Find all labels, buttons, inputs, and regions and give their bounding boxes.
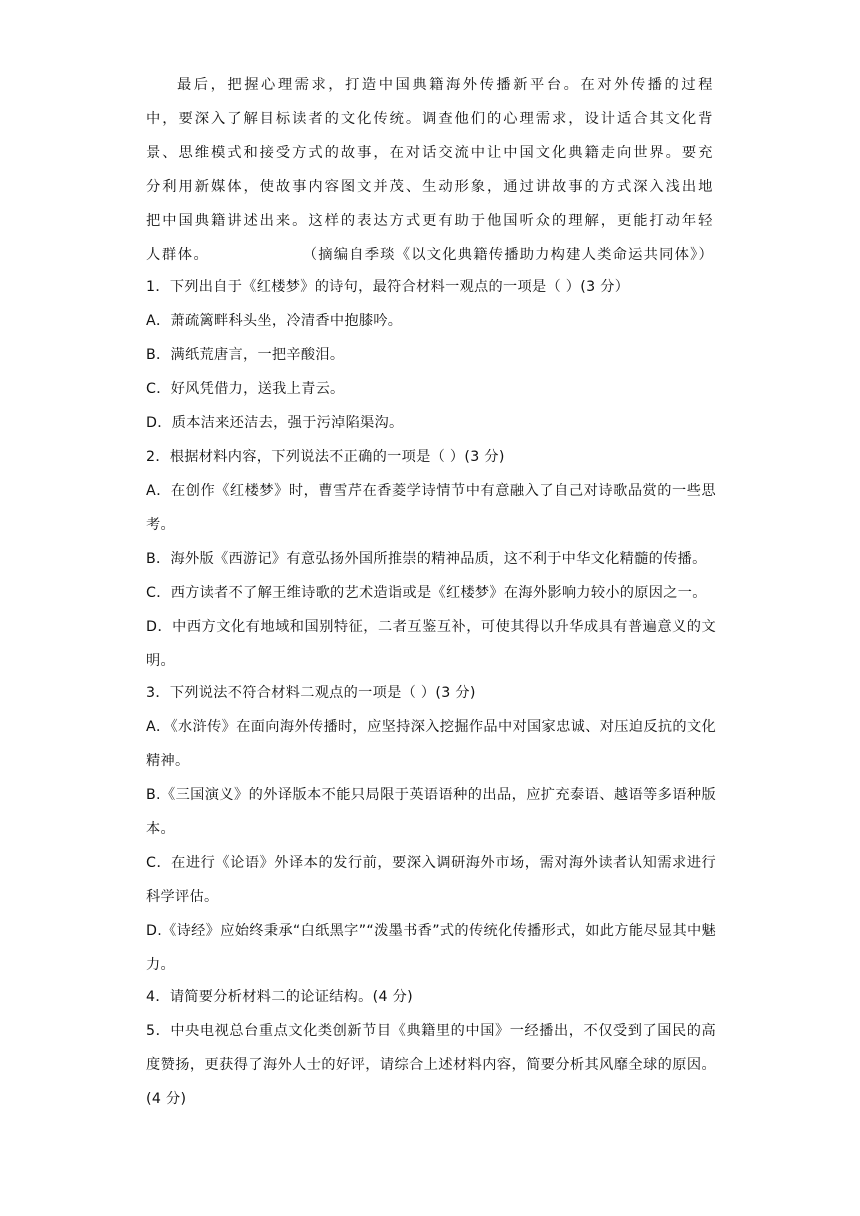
- question-2-stem: 2．根据材料内容，下列说法不正确的一项是（ ）(3 分): [146, 449, 505, 465]
- question-2-option-b: B．海外版《西游记》有意弘扬外国所推崇的精神品质，这不利于中华文化精髓的传播。: [146, 551, 707, 567]
- question-4-stem: 4．请简要分析材料二的论证结构。(4 分): [146, 989, 413, 1005]
- passage-paragraph: 最后，把握心理需求，打造中国典籍海外传播新平台。在对外传播的过程中，要深入了解目标读者的文化传统。调查他们的心理需求，设计适合其文化背景、思维模式和接受方式的故事，在对话交流中让中国文化典籍走向世界。要充分利用新媒体，使故事内容图文并茂、生动形象，通过讲故事的方式深入浅出地把中国典籍讲述出来。这样的表达方式更有助于他国听众的理解，更能打动年轻人群体。: [146, 77, 714, 263]
- question-1-option-d: D．质本洁来还洁去，强于污淖陷渠沟。: [146, 415, 404, 431]
- question-3-stem: 3．下列说法不符合材料二观点的一项是（ ）(3 分): [146, 685, 476, 701]
- question-3-option-a: A．《水浒传》在面向海外传播时，应坚持深入挖掘作品中对国家忠诚、对压迫反抗的文化精神。: [146, 719, 716, 769]
- question-1-option-a: A．萧疏篱畔科头坐，冷清香中抱膝吟。: [146, 313, 403, 329]
- question-3-option-c: C．在进行《论语》外译本的发行前，要深入调研海外市场，需对海外读者认知需求进行科学评估。: [146, 855, 716, 905]
- question-3-option-b: B.《三国演义》的外译版本不能只局限于英语语种的出品，应扩充泰语、越语等多语种版本。: [146, 787, 716, 837]
- question-5-stem: 5．中央电视总台重点文化类创新节目《典籍里的中国》一经播出，不仅受到了国民的高度赞扬，更获得了海外人士的好评，请综合上述材料内容，简要分析其风靡全球的原因。(4 分): [146, 1023, 716, 1107]
- passage-source: （摘编自季琰《以文化典籍传播助力构建人类命运共同体》）: [302, 247, 714, 263]
- question-3-option-d: D.《诗经》应始终秉承“白纸黑字”“泼墨书香”式的传统化传播形式，如此方能尽显其中魅力。: [146, 923, 716, 973]
- question-2-option-d: D．中西方文化有地域和国别特征，二者互鉴互补，可使其得以升华成具有普遍意义的文明。: [146, 619, 716, 669]
- question-1-option-b: B．满纸荒唐言，一把辛酸泪。: [146, 347, 345, 363]
- question-1-stem: 1．下列出自于《红楼梦》的诗句，最符合材料一观点的一项是（ ）(3 分）: [146, 279, 630, 295]
- question-2-option-a: A．在创作《红楼梦》时，曹雪芹在香菱学诗情节中有意融入了自己对诗歌品赏的一些思考。: [146, 483, 716, 533]
- question-1-option-c: C．好风凭借力，送我上青云。: [146, 381, 345, 397]
- question-2-option-c: C．西方读者不了解王维诗歌的艺术造诣或是《红楼梦》在海外影响力较小的原因之一。: [146, 585, 707, 601]
